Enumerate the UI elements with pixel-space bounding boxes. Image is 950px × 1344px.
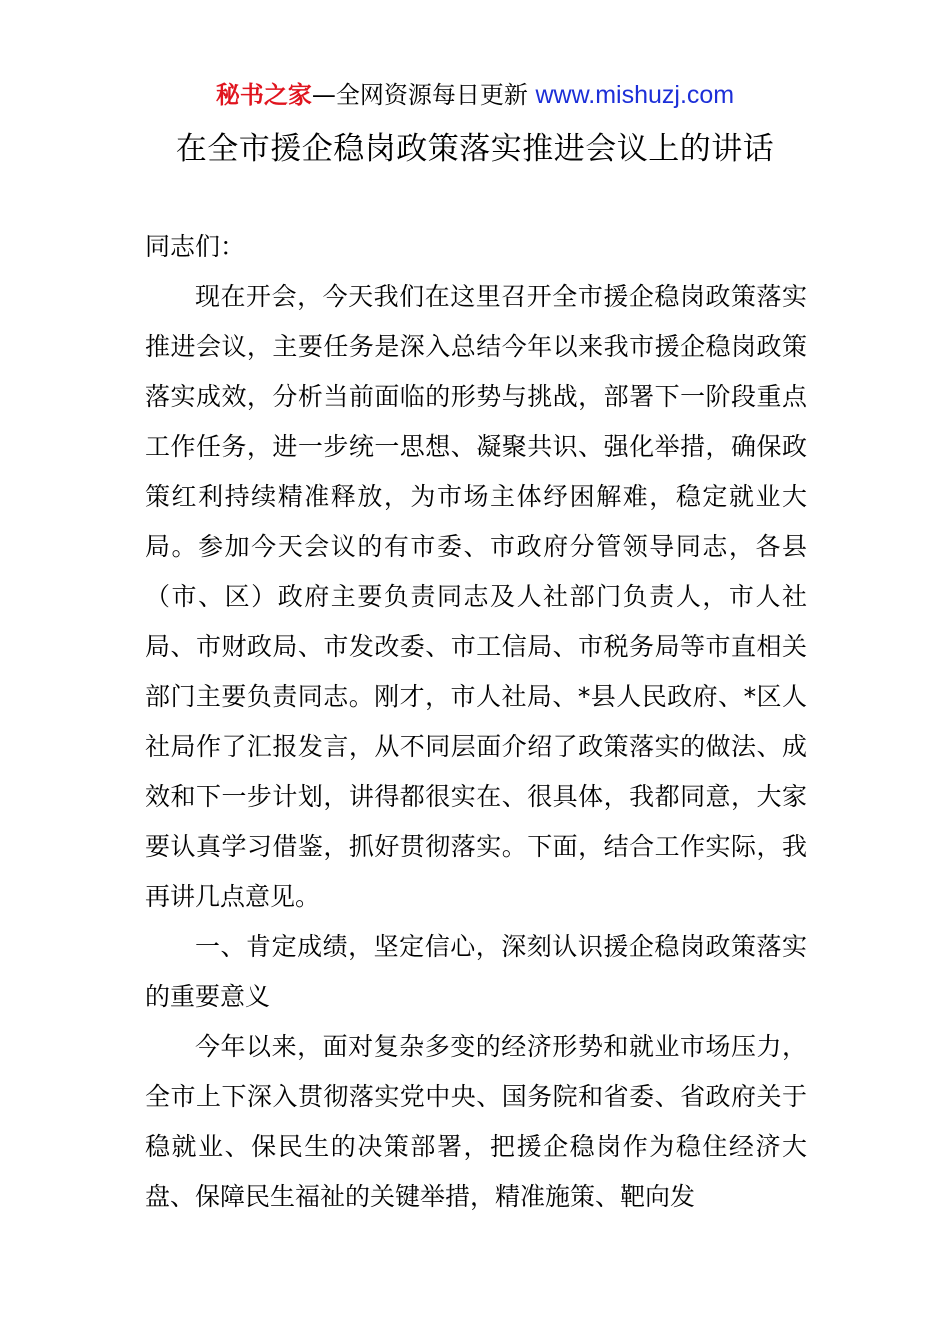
site-header <box>0 78 950 112</box>
section-heading: 一、肯定成绩，坚定信心，深刻认识援企稳岗政策落实的重要意义 <box>145 932 807 1011</box>
document-body <box>145 222 807 1222</box>
site-tagline: —全网资源每日更新 <box>311 81 536 109</box>
salutation: 同志们： <box>145 232 246 261</box>
site-brand: 秘书之家 <box>215 81 312 109</box>
paragraph-body: 今年以来，面对复杂多变的经济形势和就业市场压力，全市上下深入贯彻落实党中央、国务院和省委、省政府关于稳就业、保民生的决策部署，把援企稳岗作为稳住经济大盘、保障民生福祉的关键举措，精准施策、靶向发 <box>145 1032 807 1211</box>
paragraph-opening: 现在开会，今天我们在这里召开全市援企稳岗政策落实推进会议，主要任务是深入总结今年以来我市援企稳岗政策落实成效，分析当前面临的形势与挑战，部署下一阶段重点工作任务，进一步统一思想、凝聚共识、强化举措，确保政策红利持续精准释放，为市场主体纾困解难，稳定就业大局。参加今天会议的有市委、市政府分管领导同志，各县（市、区）政府主要负责同志及人社部门负责人，市人社局、市财政局、市发改委、市工信局、市税务局等市直相关部门主要负责同志。刚才，市人社局、*县人民政府、*区人社局作了汇报发言，从不同层面介绍了政策落实的做法、成效和下一步计划，讲得都很实在、很具体，我都同意，大家要认真学习借鉴，抓好贯彻落实。下面，结合工作实际，我再讲几点意见。 <box>145 282 807 911</box>
site-url[interactable]: www.mishuzj.com <box>535 81 735 109</box>
document-title: 在全市援企稳岗政策落实推进会议上的讲话 <box>175 131 775 167</box>
